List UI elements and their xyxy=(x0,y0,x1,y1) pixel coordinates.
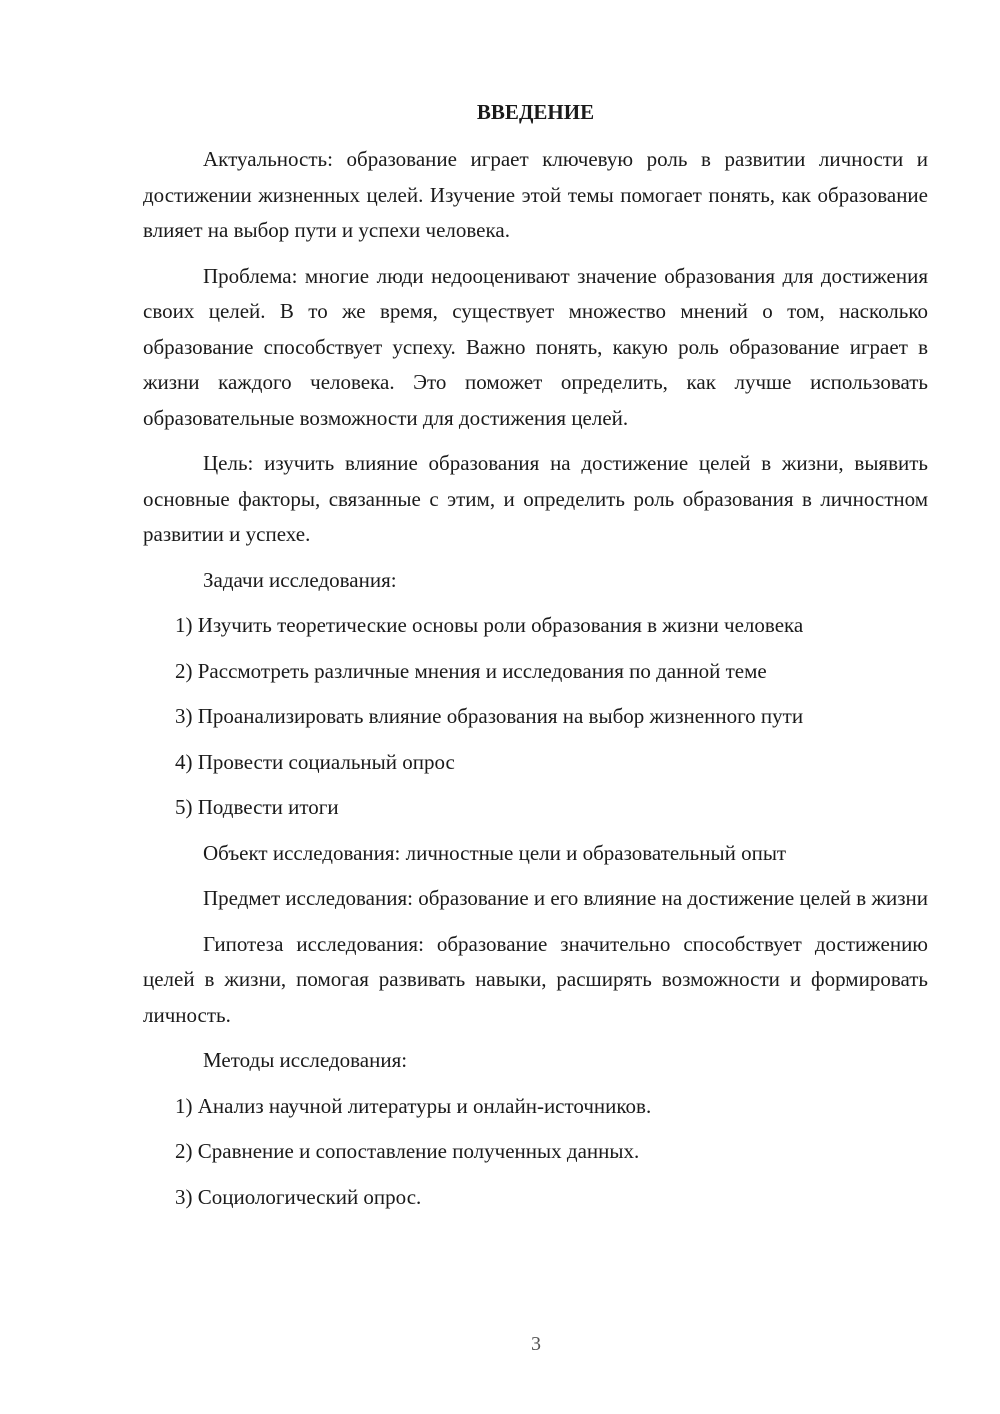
tasks-list xyxy=(143,608,928,826)
list-item: 3) Социологический опрос. xyxy=(175,1184,422,1209)
page-number: 3 xyxy=(531,1333,541,1355)
list-item: 1) Изучить теоретические основы роли образования в жизни человека xyxy=(175,613,804,637)
relevance-paragraph: Актуальность: образование играет ключевую роль в развитии личности и достижении жизненных целей. Изучение этой темы помогает понять, как образование влияет на выбор пути и успехи человека. xyxy=(143,147,928,242)
object-line: Объект исследования: личностные цели и образовательный опыт xyxy=(203,840,787,865)
hypothesis-paragraph: Гипотеза исследования: образование значительно способствует достижению целей в жизни, помогая развивать навыки, расширять возможности и формировать личность. xyxy=(143,931,928,1027)
problem-paragraph: Проблема: многие люди недооценивают значение образования для достижения своих целей. В то же время, существует множество мнений о том, насколько образование способствует успеху. Важно понять, какую роль образование играет в жизни каждого человека. Это поможет определить, как лучше использовать образовательные возможности для достижения целей. xyxy=(143,263,928,430)
document-page xyxy=(143,96,928,1225)
subject-paragraph: Предмет исследования: образование и его влияние на достижение целей в жизни xyxy=(203,886,928,910)
goal-paragraph: Цель: изучить влияние образования на достижение целей в жизни, выявить основные факторы, связанные с этим, и определить роль образования в личностном развитии и успехе. xyxy=(143,451,928,546)
list-item: 1) Анализ научной литературы и онлайн-источников. xyxy=(175,1093,652,1118)
methods-heading: Методы исследования: xyxy=(203,1048,408,1072)
page-title: ВВЕДЕНИЕ xyxy=(476,100,595,124)
list-item: 2) Сравнение и сопоставление полученных данных. xyxy=(175,1139,640,1163)
list-item: 2) Рассмотреть различные мнения и исследования по данной теме xyxy=(175,658,767,683)
list-item: 5) Подвести итоги xyxy=(175,795,339,819)
list-item: 3) Проанализировать влияние образования на выбор жизненного пути xyxy=(175,704,804,728)
tasks-heading: Задачи исследования: xyxy=(203,567,397,592)
methods-list xyxy=(143,1089,928,1216)
list-item: 4) Провести социальный опрос xyxy=(175,749,455,774)
